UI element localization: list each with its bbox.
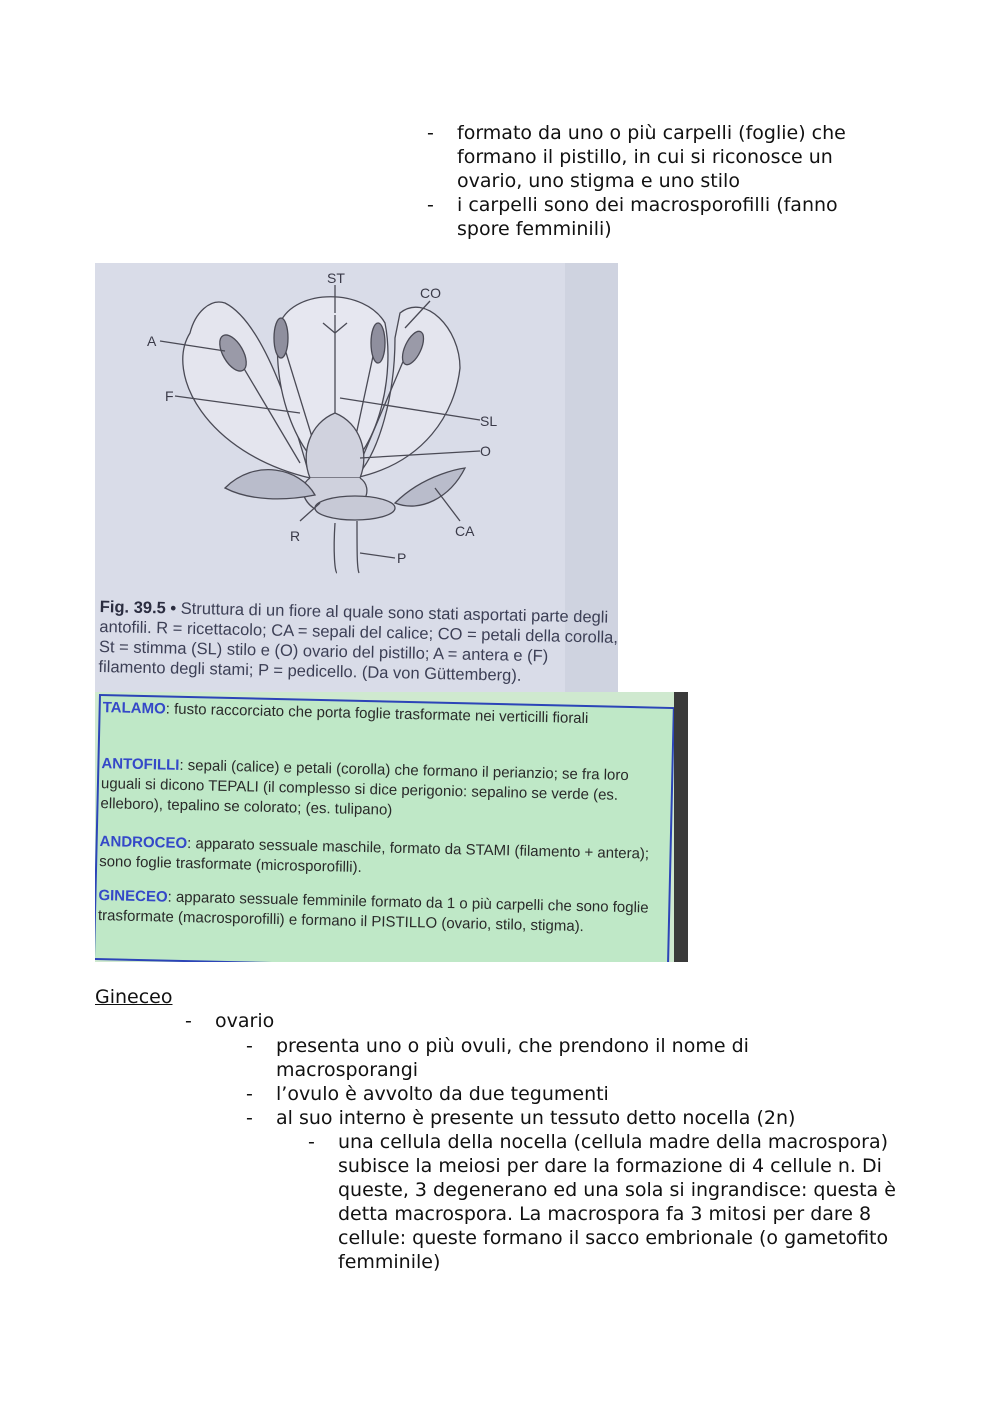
- top-bullet-list: [427, 121, 887, 241]
- caption-text: Struttura di un fiore al quale sono stati asportati parte degli antofili. R = ricettacolo; CA = sepali del calice; CO = petali della corolla, St = stimma (SL) stilo e (O) ovario del pistillo; A = antera e (F) filamento degli stami; P = pedicello. (Da von Güttemberg).: [98, 599, 619, 685]
- caption-bullet: •: [170, 599, 177, 618]
- term-talamo: TALAMO: [102, 699, 166, 718]
- antofilli-text: : sepali (calice) e petali (corolla) che formano il perianzio; se fra loro uguali si dicono TEPALI (il complesso si dice perigonio: sepalino se verde (es. elleboro), tepalino se colorato; (es. tulipano): [100, 756, 629, 819]
- gineceo-text: : apparato sessuale femminile formato da 1 o più carpelli che sono foglie trasformate (macrosporofilli) e formano il PISTILLO (ovario, stilo, stigma).: [97, 888, 649, 936]
- list-item: [246, 1106, 836, 1130]
- bullet-dash: -: [308, 1131, 315, 1153]
- bullet-dash: -: [185, 1010, 192, 1032]
- bullet-text: al suo interno è presente un tessuto detto nocella (2n): [276, 1107, 796, 1129]
- list-item: [185, 1009, 815, 1033]
- term-gineceo: GINECEO: [98, 887, 168, 906]
- list-item: [427, 193, 887, 241]
- photo-dark-edge: [674, 692, 688, 962]
- bullet-text: una cellula della nocella (cellula madre della macrospora) subisce la meiosi per dare la formazione di 4 cellule n. Di queste, 3 degenerano ed una sola si ingrandisce: questa è detta macrospora. La macrospora fa 3 mitosi per dare 8 cellule: queste formano il sacco embrionale (o gametofito femminile): [338, 1131, 896, 1273]
- gineceo-level2-list: [246, 1034, 836, 1130]
- caption-number: Fig. 39.5: [99, 597, 166, 618]
- talamo-definition: [102, 698, 667, 731]
- label-sl: SL: [480, 413, 498, 429]
- list-item: [308, 1130, 908, 1274]
- bullet-dash: -: [246, 1107, 253, 1129]
- bullet-dash: -: [246, 1083, 253, 1105]
- list-item: [246, 1082, 836, 1106]
- talamo-text: : fusto raccorciato che porta foglie trasformate nei verticilli fiorali: [165, 700, 589, 728]
- androceo-text: : apparato sessuale maschile, formato da STAMI (filamento + antera); sono foglie trasformate (microsporofilli).: [99, 835, 650, 877]
- definitions-box: [95, 694, 675, 962]
- bullet-text: presenta uno o più ovuli, che prendono il nome di macrosporangi: [276, 1035, 749, 1081]
- gineceo-level3-list: [308, 1130, 908, 1274]
- gineceo-level1-list: [185, 1009, 815, 1033]
- gineceo-heading: Gineceo: [95, 986, 173, 1008]
- definitions-box-photo: [95, 692, 688, 962]
- label-r: R: [290, 528, 301, 544]
- androceo-definition: [99, 832, 665, 885]
- label-f: F: [165, 388, 174, 404]
- term-androceo: ANDROCEO: [99, 833, 188, 853]
- label-st: ST: [327, 270, 345, 286]
- gineceo-definition: [98, 886, 664, 939]
- bullet-text: ovario: [215, 1010, 275, 1032]
- antofilli-definition: [100, 754, 666, 827]
- bullet-text: formato da uno o più carpelli (foglie) che formano il pistillo, in cui si riconosce un ovario, uno stigma e uno stilo: [457, 122, 846, 192]
- bullet-dash: -: [427, 194, 434, 216]
- bullet-text: i carpelli sono dei macrosporofilli (fanno spore femminili): [457, 194, 838, 240]
- label-p: P: [397, 550, 407, 566]
- label-co: CO: [420, 285, 441, 301]
- label-ca: CA: [455, 523, 475, 539]
- term-antofilli: ANTOFILLI: [101, 755, 180, 774]
- label-o: O: [480, 443, 491, 459]
- bullet-dash: -: [427, 122, 434, 144]
- list-item: [427, 121, 887, 193]
- label-a: A: [147, 333, 157, 349]
- bullet-text: l’ovulo è avvolto da due tegumenti: [276, 1083, 609, 1105]
- bullet-dash: -: [246, 1035, 253, 1057]
- list-item: [246, 1034, 836, 1082]
- figure-caption: [98, 597, 620, 688]
